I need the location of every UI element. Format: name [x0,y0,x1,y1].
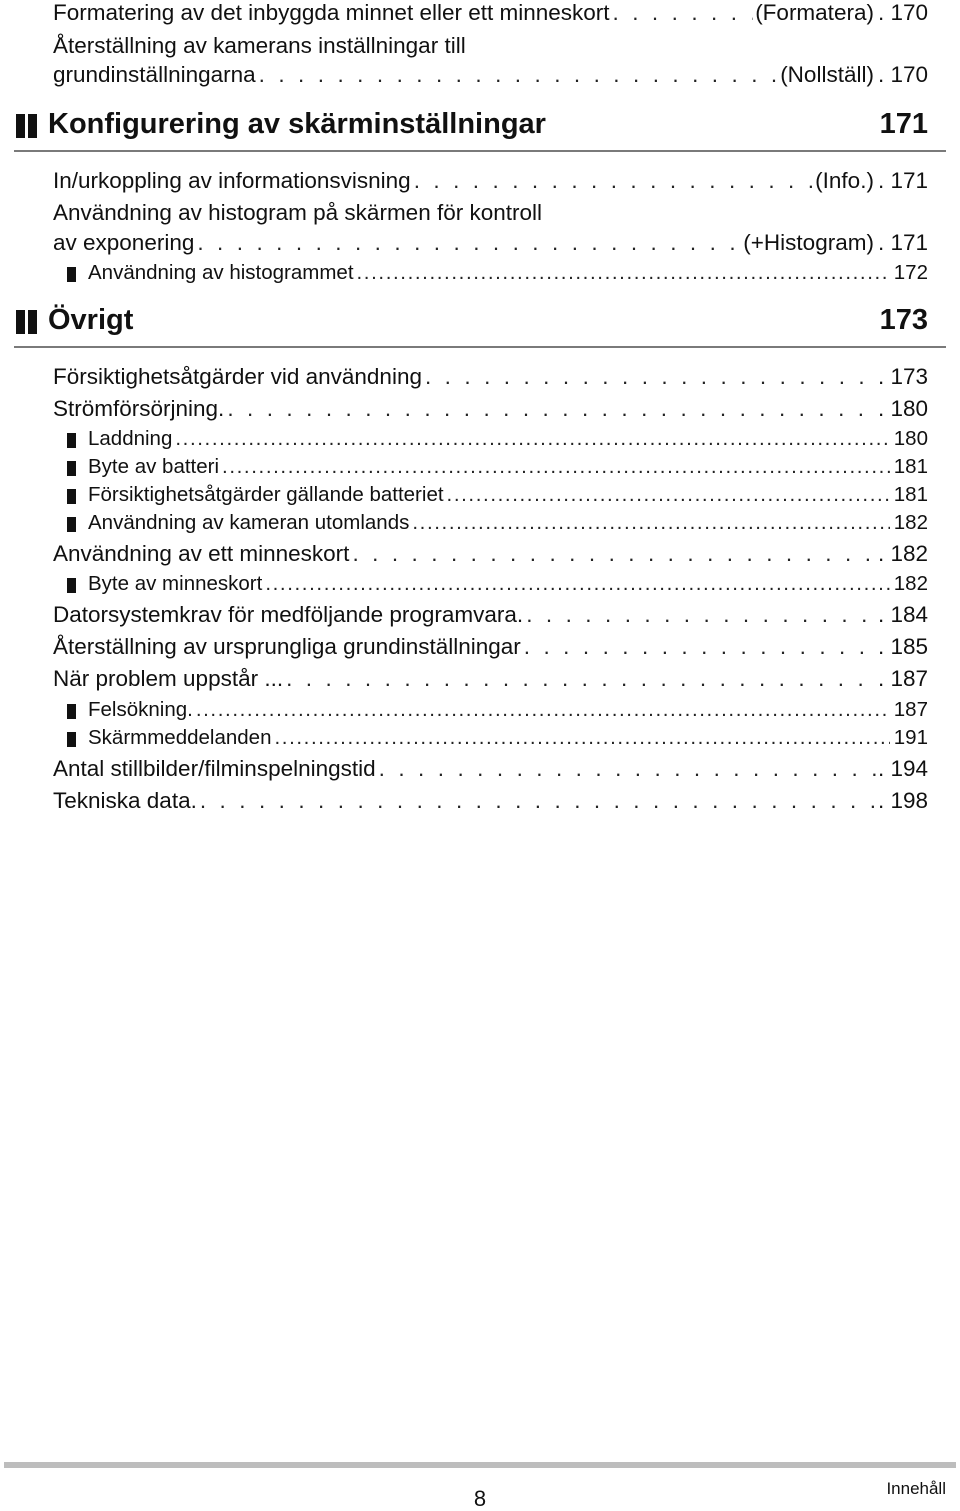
toc-subentry[interactable] [88,429,928,450]
toc-entry-text: Formatering av det inbyggda minnet eller ett minneskort [53,0,610,25]
section-title: Övrigt [48,304,134,336]
toc-entry-text: Antal stillbilder/filminspelningstid [53,756,376,781]
section-page: 173 [879,304,928,336]
toc-subentry[interactable] [88,574,928,595]
toc-entry-text: av exponering [53,230,195,255]
toc-entry-page: 181 [893,455,928,478]
toc-entry-page: . 170 [877,62,928,87]
dot-leader [447,485,890,506]
dot-leader [175,429,890,450]
toc-entry[interactable] [53,543,928,566]
toc-entry-text: Byte av batteri [88,455,220,478]
dot-leader [274,728,890,749]
dot-leader [613,2,754,25]
section-title: Konfigurering av skärminställningar [48,108,546,140]
toc-entry-page: . 184 [877,602,928,627]
toc-entry-mode: (Formatera) [755,0,874,25]
dot-leader [524,636,876,659]
toc-entry-text: Försiktighetsåtgärder gällande batteriet [88,483,444,506]
toc-entry-page: 182 [893,511,928,534]
toc-subentry[interactable] [88,263,928,284]
section-heading[interactable] [14,108,946,152]
dot-leader [379,758,876,781]
toc-entry-page: . 194 [877,756,928,781]
toc-entry-page: . 180 [877,396,928,421]
toc-entry-text: Laddning [88,427,173,450]
toc-subentry[interactable] [88,700,928,721]
dot-leader [352,543,876,566]
bullet-icon [67,732,76,747]
section-page: 171 [879,108,928,140]
section-marker-icon [16,114,37,138]
toc-entry-text: Byte av minneskort [88,572,263,595]
toc-entry-text: När problem uppstår ... [53,666,284,691]
toc-entry-page: 180 [893,427,928,450]
toc-entry[interactable] [53,758,928,781]
toc-entry-page: . 182 [877,541,928,566]
toc-entry-mode: (+Histogram) [743,230,874,255]
toc-entry-page: . 171 [877,168,928,193]
dot-leader [259,64,779,87]
toc-entry-text: Skärmmeddelanden [88,726,272,749]
dot-leader [414,170,813,193]
toc-entry-page: . 198 [877,788,928,813]
dot-leader [357,263,890,284]
toc-entry[interactable] [53,790,928,813]
toc-entry-text: Felsökning. [88,698,193,721]
toc-entry-page: . 173 [877,364,928,389]
toc-entry-text: Användning av histogrammet [88,261,354,284]
dot-leader [200,790,876,813]
toc-entry[interactable] [53,366,928,389]
toc-entry[interactable] [53,398,928,421]
toc-entry-page: . 185 [877,634,928,659]
dot-leader [227,398,876,421]
dot-leader [286,668,876,691]
toc-entry-mode: (Nollställ) [780,62,874,87]
toc-entry-mode: (Info.) [815,168,874,193]
dot-leader [526,604,876,627]
toc-entry[interactable] [53,64,928,87]
dot-leader [222,457,890,478]
dot-leader [196,700,890,721]
toc-entry-text: Användning av kameran utomlands [88,511,410,534]
section-marker-icon [16,310,37,334]
bullet-icon [67,433,76,448]
bullet-icon [67,704,76,719]
footer-section-label: Innehåll [886,1479,946,1498]
bullet-icon [67,267,76,282]
bullet-icon [67,578,76,593]
toc-entry-text: Strömförsörjning. [53,396,225,421]
toc-entry-text: Försiktighetsåtgärder vid användning [53,364,422,389]
dot-leader [425,366,876,389]
bullet-icon [67,517,76,532]
toc-entry-text: Datorsystemkrav för medföljande programvara. [53,602,524,627]
toc-entry[interactable] [53,636,928,659]
toc-entry[interactable] [53,668,928,691]
toc-entry-text: grundinställningarna [53,62,256,87]
section-heading[interactable] [14,304,946,348]
toc-subentry[interactable] [88,457,928,478]
footer-page-number: 8 [473,1486,487,1511]
toc-entry-page: 182 [893,572,928,595]
toc-entry-text: Tekniska data. [53,788,197,813]
toc-entry-page: . 171 [877,230,928,255]
footer-rule [4,1462,956,1468]
bullet-icon [67,461,76,476]
toc-subentry[interactable] [88,513,928,534]
toc-entry-text: Återställning av ursprungliga grundinställningar [53,634,521,659]
toc-entry-page: 191 [893,726,928,749]
dot-leader [265,574,890,595]
toc-entry[interactable] [53,232,928,255]
toc-entry[interactable] [53,604,928,627]
toc-entry-page: . 187 [877,666,928,691]
toc-entry-text-line1: Återställning av kamerans inställningar till [53,33,466,58]
toc-subentry[interactable] [88,485,928,506]
toc-entry-page: . 170 [877,0,928,25]
toc-entry-page: 181 [893,483,928,506]
toc-entry[interactable] [53,2,928,25]
dot-leader [412,513,890,534]
toc-entry[interactable] [53,170,928,193]
dot-leader [197,232,741,255]
toc-entry-text-line1: Användning av histogram på skärmen för kontroll [53,200,543,225]
toc-entry-text: Användning av ett minneskort [53,541,350,566]
toc-subentry[interactable] [88,728,928,749]
toc-entry-text: In/urkoppling av informationsvisning [53,168,411,193]
toc-entry-page: 187 [893,698,928,721]
toc-entry-page: 172 [893,261,928,284]
bullet-icon [67,489,76,504]
